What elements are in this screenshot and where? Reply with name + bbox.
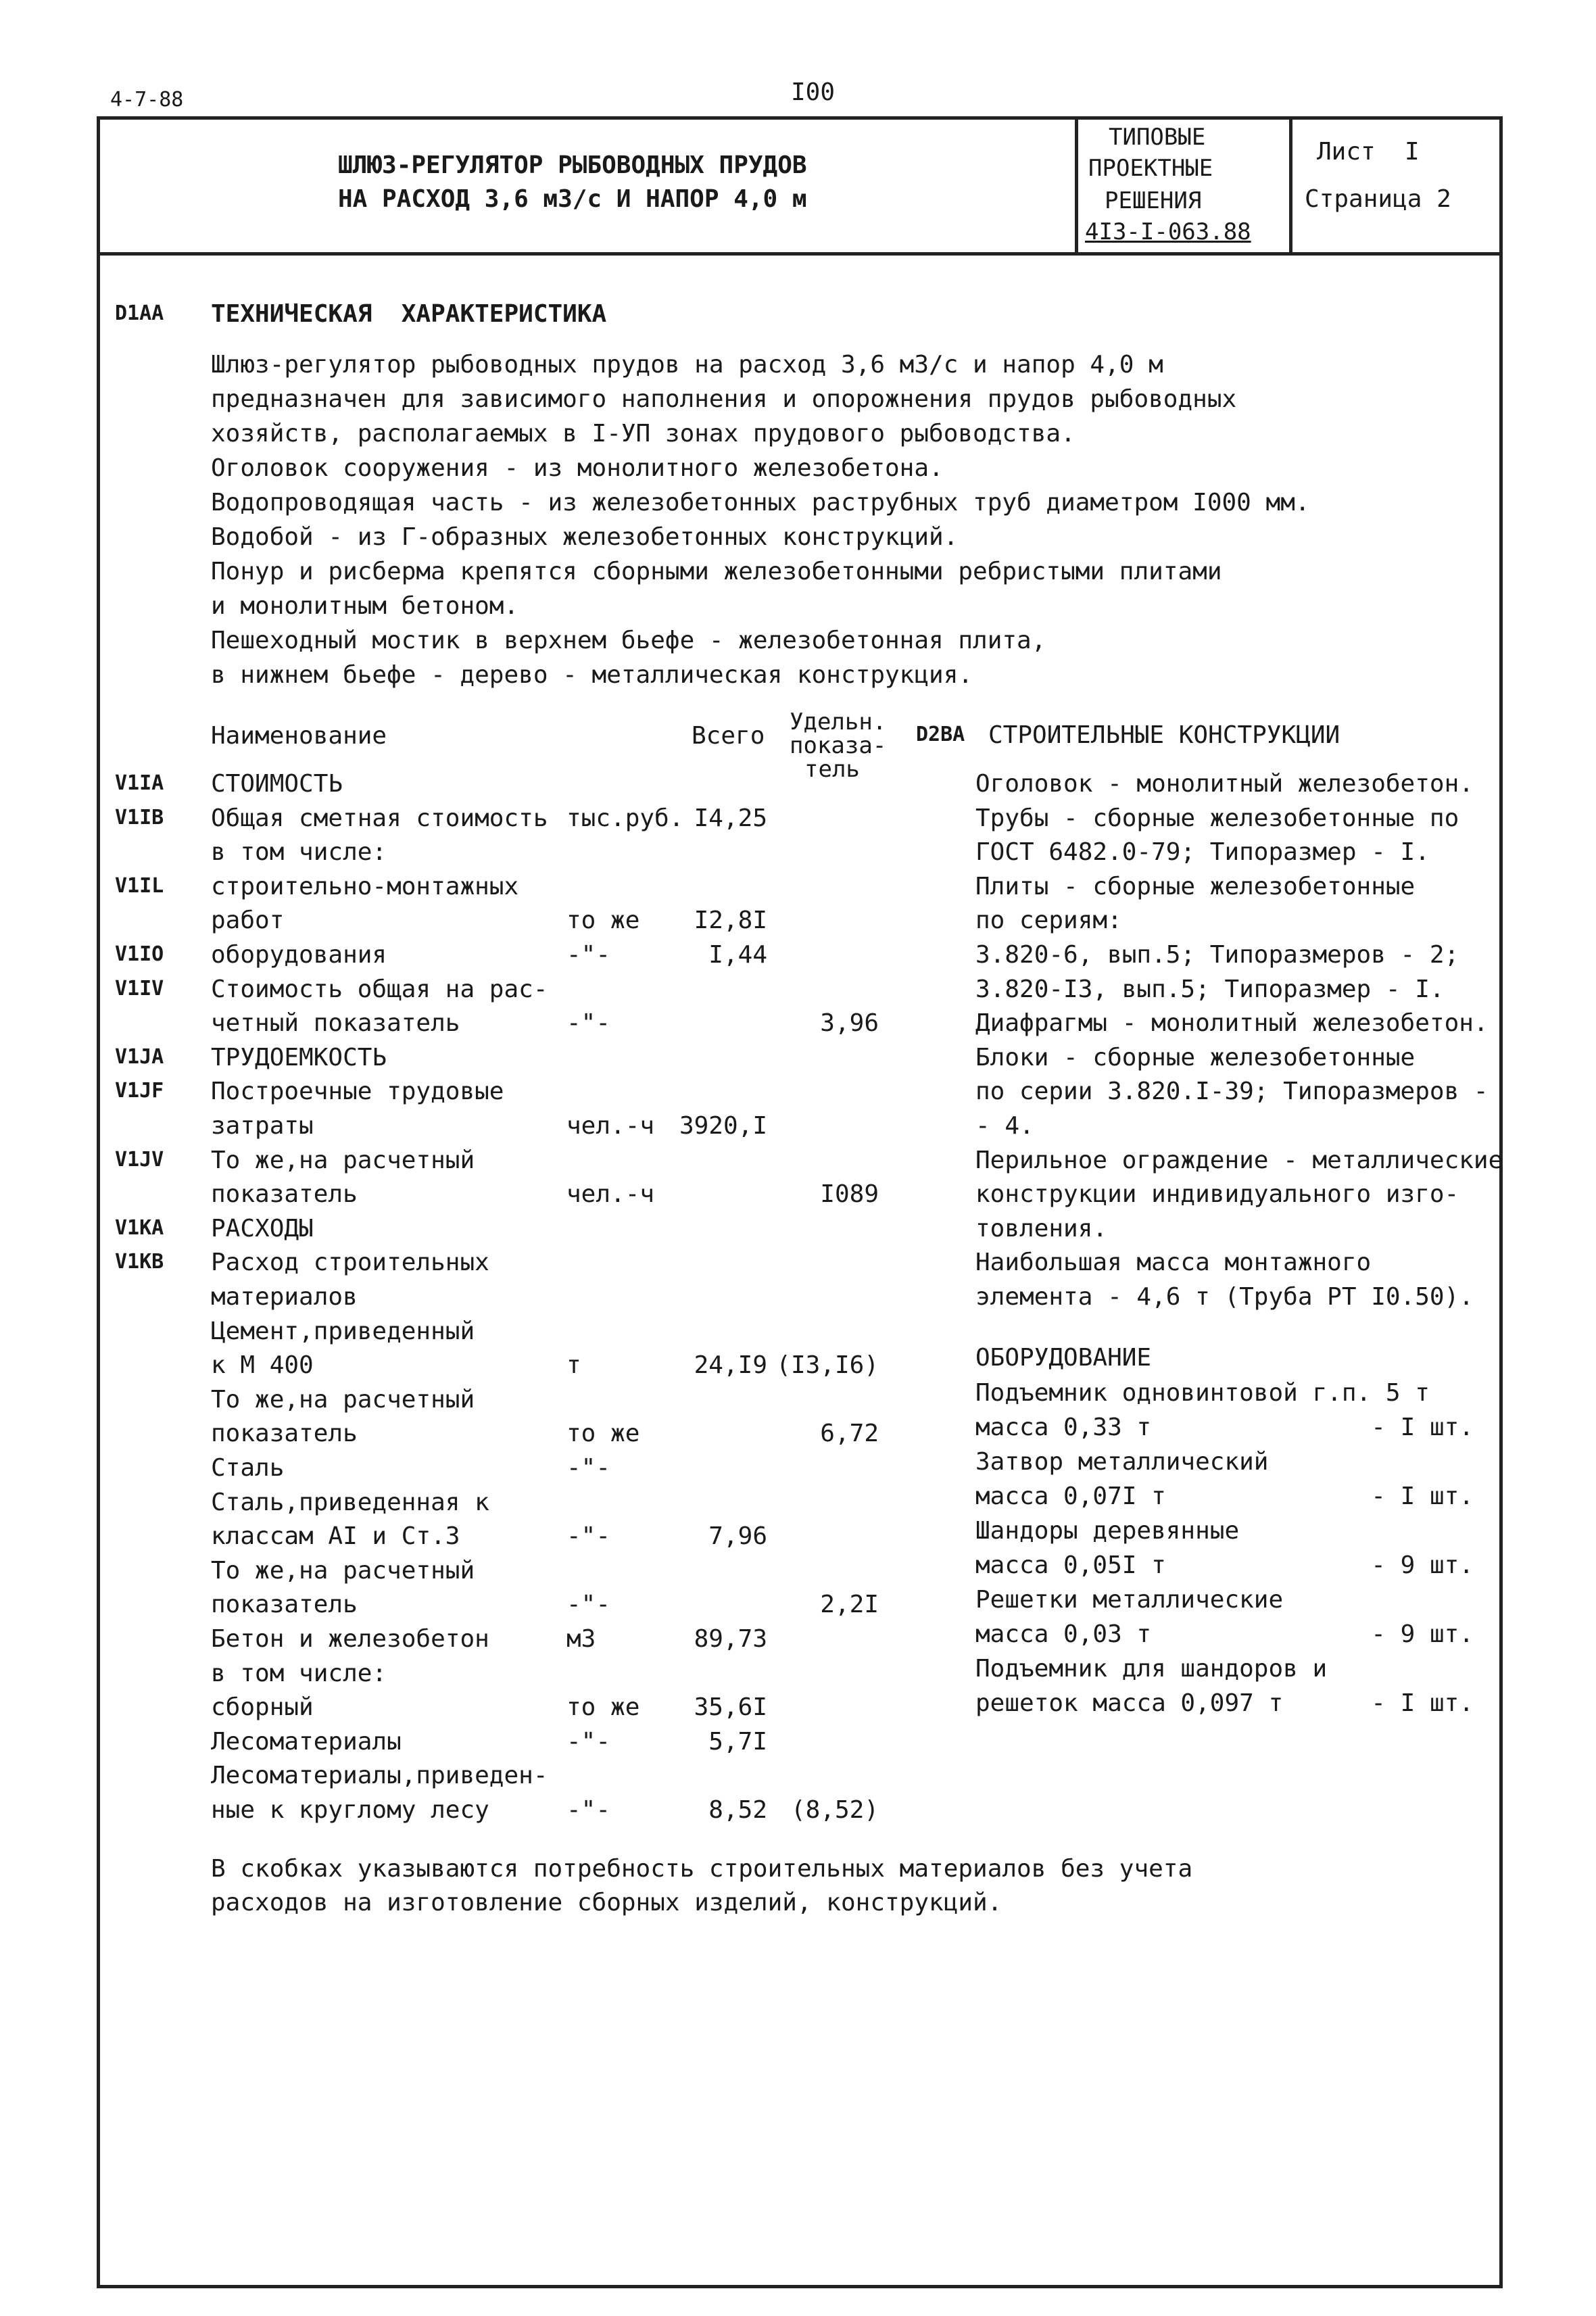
row-name: оборудования bbox=[211, 941, 387, 969]
tech-line: в нижнем бьефе - дерево - металлическая конструкция. bbox=[211, 661, 973, 689]
row-name: показатель bbox=[211, 1420, 358, 1447]
equipment-heading: ОБОРУДОВАНИЕ bbox=[975, 1344, 1152, 1372]
col-total-header: Всего bbox=[692, 722, 765, 750]
row-unit: чел.-ч bbox=[566, 1112, 655, 1140]
page-label: Страница 2 bbox=[1305, 185, 1451, 213]
constructions-line: конструкции индивидуального изго- bbox=[975, 1180, 1459, 1208]
series-line-1: ТИПОВЫЕ bbox=[1109, 124, 1206, 151]
col-name-header: Наименование bbox=[211, 722, 387, 750]
row-name: ные к круглому лесу bbox=[211, 1796, 489, 1824]
constructions-line: - 4. bbox=[975, 1112, 1034, 1140]
row-name: То же,на расчетный bbox=[211, 1147, 475, 1174]
equipment-item: масса 0,05I т bbox=[975, 1551, 1166, 1579]
row-unit: -"- bbox=[566, 1728, 611, 1756]
row-unit: тыс.руб. bbox=[566, 804, 684, 832]
tech-line: Пешеходный мостик в верхнем бьефе - железобетонная плита, bbox=[211, 627, 1046, 654]
row-unit: то же bbox=[566, 907, 640, 934]
row-name: Цемент,приведенный bbox=[211, 1318, 475, 1345]
row-name: работ bbox=[211, 907, 285, 934]
constructions-line: Блоки - сборные железобетонные bbox=[975, 1044, 1416, 1071]
row-total: I,44 bbox=[708, 941, 767, 969]
equipment-item: Затвор металлический bbox=[975, 1448, 1269, 1476]
sheet-label: Лист I bbox=[1317, 138, 1420, 166]
equipment-quantity: - 9 шт. bbox=[1371, 1620, 1474, 1648]
tech-line: предназначен для зависимого наполнения и опорожнения прудов рыбоводных bbox=[211, 385, 1237, 413]
row-name: То же,на расчетный bbox=[211, 1557, 475, 1585]
row-total: 89,73 bbox=[694, 1625, 767, 1653]
constructions-line: по серии 3.820.I-39; Типоразмеров - bbox=[975, 1078, 1489, 1105]
row-total: 8,52 bbox=[708, 1796, 767, 1824]
tech-line: Оголовок сооружения - из монолитного железобетона. bbox=[211, 454, 944, 482]
row-name: Бетон и железобетон bbox=[211, 1625, 489, 1653]
row-specific: (8,52) bbox=[790, 1796, 879, 1824]
constructions-line: 3.820-I3, вып.5; Типоразмер - I. bbox=[975, 975, 1445, 1003]
row-code: V1IB bbox=[115, 806, 164, 829]
tech-line: и монолитным бетоном. bbox=[211, 592, 519, 620]
title-line-1: ШЛЮЗ-РЕГУЛЯТОР РЫБОВОДНЫХ ПРУДОВ bbox=[338, 151, 807, 179]
tech-line: Водобой - из Г-образных железобетонных конструкций. bbox=[211, 523, 959, 551]
constructions-line: по сериям: bbox=[975, 907, 1122, 934]
tech-line: хозяйств, располагаемых в I-УП зонах прудового рыбоводства. bbox=[211, 420, 1075, 448]
series-line-3: РЕШЕНИЯ bbox=[1105, 187, 1202, 214]
row-specific: I089 bbox=[820, 1180, 879, 1208]
equipment-quantity: - I шт. bbox=[1371, 1689, 1474, 1717]
tech-line: Водопроводящая часть - из железобетонных раструбных труб диаметром I000 мм. bbox=[211, 489, 1310, 516]
row-total: I2,8I bbox=[694, 907, 767, 934]
row-name: Лесоматериалы,приведен- bbox=[211, 1762, 548, 1789]
equipment-item: Подъемник одновинтовой г.п. 5 т bbox=[975, 1379, 1430, 1407]
constructions-code: D2BA bbox=[916, 723, 965, 746]
row-name: СТОИМОСТЬ bbox=[211, 770, 343, 798]
constructions-line: Наибольшая масса монтажного bbox=[975, 1249, 1372, 1276]
row-name: затраты bbox=[211, 1112, 314, 1140]
row-unit: -"- bbox=[566, 1009, 611, 1037]
row-total: 35,6I bbox=[694, 1693, 767, 1721]
row-code: V1JF bbox=[115, 1079, 164, 1103]
row-unit: м3 bbox=[566, 1625, 596, 1653]
row-specific: 3,96 bbox=[820, 1009, 879, 1037]
row-code: V1IO bbox=[115, 942, 164, 966]
constructions-line: Плиты - сборные железобетонные bbox=[975, 873, 1416, 900]
row-name: четный показатель bbox=[211, 1009, 460, 1037]
equipment-item: масса 0,07I т bbox=[975, 1482, 1166, 1510]
row-code: V1IV bbox=[115, 977, 164, 1000]
row-unit: т bbox=[566, 1351, 581, 1379]
row-name: показатель bbox=[211, 1591, 358, 1618]
row-name: Расход строительных bbox=[211, 1249, 489, 1276]
constructions-line: Оголовок - монолитный железобетон. bbox=[975, 770, 1474, 798]
row-code: V1KB bbox=[115, 1250, 164, 1274]
row-name: ТРУДОЕМКОСТЬ bbox=[211, 1044, 387, 1071]
col-spec-header-1: Удельн. bbox=[790, 708, 887, 735]
series-code: 4I3-I-063.88 bbox=[1085, 218, 1251, 245]
equipment-item: решеток масса 0,097 т bbox=[975, 1689, 1284, 1717]
tech-line: Понур и рисберма крепятся сборными железобетонными ребристыми плитами bbox=[211, 558, 1222, 585]
constructions-heading: СТРОИТЕЛЬНЫЕ КОНСТРУКЦИИ bbox=[988, 721, 1340, 749]
row-total: 24,I9 bbox=[694, 1351, 767, 1379]
row-code: V1IA bbox=[115, 771, 164, 795]
row-name: материалов bbox=[211, 1283, 358, 1311]
row-name: Построечные трудовые bbox=[211, 1078, 504, 1105]
constructions-line: товления. bbox=[975, 1215, 1108, 1243]
row-total: I4,25 bbox=[694, 804, 767, 832]
row-name: Лесоматериалы bbox=[211, 1728, 402, 1756]
row-name: классам АI и Ст.3 bbox=[211, 1522, 460, 1550]
header-col-divider-2 bbox=[1289, 116, 1292, 254]
row-name: в том числе: bbox=[211, 838, 387, 866]
tech-line: Шлюз-регулятор рыбоводных прудов на расход 3,6 м3/с и напор 4,0 м bbox=[211, 351, 1163, 379]
row-specific: (I3,I6) bbox=[776, 1351, 879, 1379]
row-unit: то же bbox=[566, 1420, 640, 1447]
row-name: к М 400 bbox=[211, 1351, 314, 1379]
row-specific: 2,2I bbox=[820, 1591, 879, 1618]
row-total: 3920,I bbox=[679, 1112, 767, 1140]
row-name: в том числе: bbox=[211, 1660, 387, 1687]
equipment-item: масса 0,03 т bbox=[975, 1620, 1152, 1648]
series-line-2: ПРОЕКТНЫЕ bbox=[1088, 155, 1213, 182]
page-number: I00 bbox=[791, 78, 836, 106]
row-name: Стоимость общая на рас- bbox=[211, 975, 548, 1003]
tech-code: D1AA bbox=[115, 301, 164, 325]
constructions-line: Диафрагмы - монолитный железобетон. bbox=[975, 1009, 1489, 1037]
row-unit: -"- bbox=[566, 1796, 611, 1824]
constructions-line: элемента - 4,6 т (Труба РТ I0.50). bbox=[975, 1283, 1474, 1311]
col-spec-header-3: тель bbox=[804, 756, 860, 783]
row-total: 5,7I bbox=[708, 1728, 767, 1756]
equipment-quantity: - I шт. bbox=[1371, 1414, 1474, 1441]
row-unit: чел.-ч bbox=[566, 1180, 655, 1208]
equipment-quantity: - I шт. bbox=[1371, 1482, 1474, 1510]
row-name: показатель bbox=[211, 1180, 358, 1208]
footnote-line-2: расходов на изготовление сборных изделий, конструкций. bbox=[211, 1889, 1002, 1916]
constructions-line: Трубы - сборные железобетонные по bbox=[975, 804, 1459, 832]
row-name: сборный bbox=[211, 1693, 314, 1721]
constructions-line: 3.820-6, вып.5; Типоразмеров - 2; bbox=[975, 941, 1459, 969]
document-code: 4-7-88 bbox=[110, 88, 184, 112]
constructions-line: Перильное ограждение - металлические bbox=[975, 1147, 1503, 1174]
row-name: строительно-монтажных bbox=[211, 873, 519, 900]
equipment-item: Подъемник для шандоров и bbox=[975, 1655, 1328, 1683]
equipment-item: Шандоры деревянные bbox=[975, 1517, 1240, 1545]
header-col-divider-1 bbox=[1075, 116, 1078, 254]
row-specific: 6,72 bbox=[820, 1420, 879, 1447]
equipment-quantity: - 9 шт. bbox=[1371, 1551, 1474, 1579]
row-name: РАСХОДЫ bbox=[211, 1215, 314, 1243]
row-unit: -"- bbox=[566, 1591, 611, 1618]
constructions-line: ГОСТ 6482.0-79; Типоразмер - I. bbox=[975, 838, 1430, 866]
row-code: V1JA bbox=[115, 1045, 164, 1069]
row-unit: -"- bbox=[566, 1454, 611, 1482]
row-code: V1JV bbox=[115, 1148, 164, 1172]
row-name: Сталь bbox=[211, 1454, 285, 1482]
col-spec-header-2: показа- bbox=[790, 732, 887, 759]
tech-heading: ТЕХНИЧЕСКАЯ ХАРАКТЕРИСТИКА bbox=[211, 300, 607, 328]
equipment-item: Решетки металлические bbox=[975, 1586, 1284, 1614]
row-name: То же,на расчетный bbox=[211, 1386, 475, 1414]
row-name: Общая сметная стоимость bbox=[211, 804, 548, 832]
row-unit: то же bbox=[566, 1693, 640, 1721]
row-code: V1KA bbox=[115, 1216, 164, 1240]
row-unit: -"- bbox=[566, 1522, 611, 1550]
title-line-2: НА РАСХОД 3,6 м3/с И НАПОР 4,0 м bbox=[338, 185, 807, 213]
equipment-item: масса 0,33 т bbox=[975, 1414, 1152, 1441]
row-name: Сталь,приведенная к bbox=[211, 1489, 489, 1516]
row-code: V1IL bbox=[115, 874, 164, 898]
footnote-line-1: В скобках указываются потребность строительных материалов без учета bbox=[211, 1855, 1193, 1883]
row-total: 7,96 bbox=[708, 1522, 767, 1550]
row-unit: -"- bbox=[566, 941, 611, 969]
